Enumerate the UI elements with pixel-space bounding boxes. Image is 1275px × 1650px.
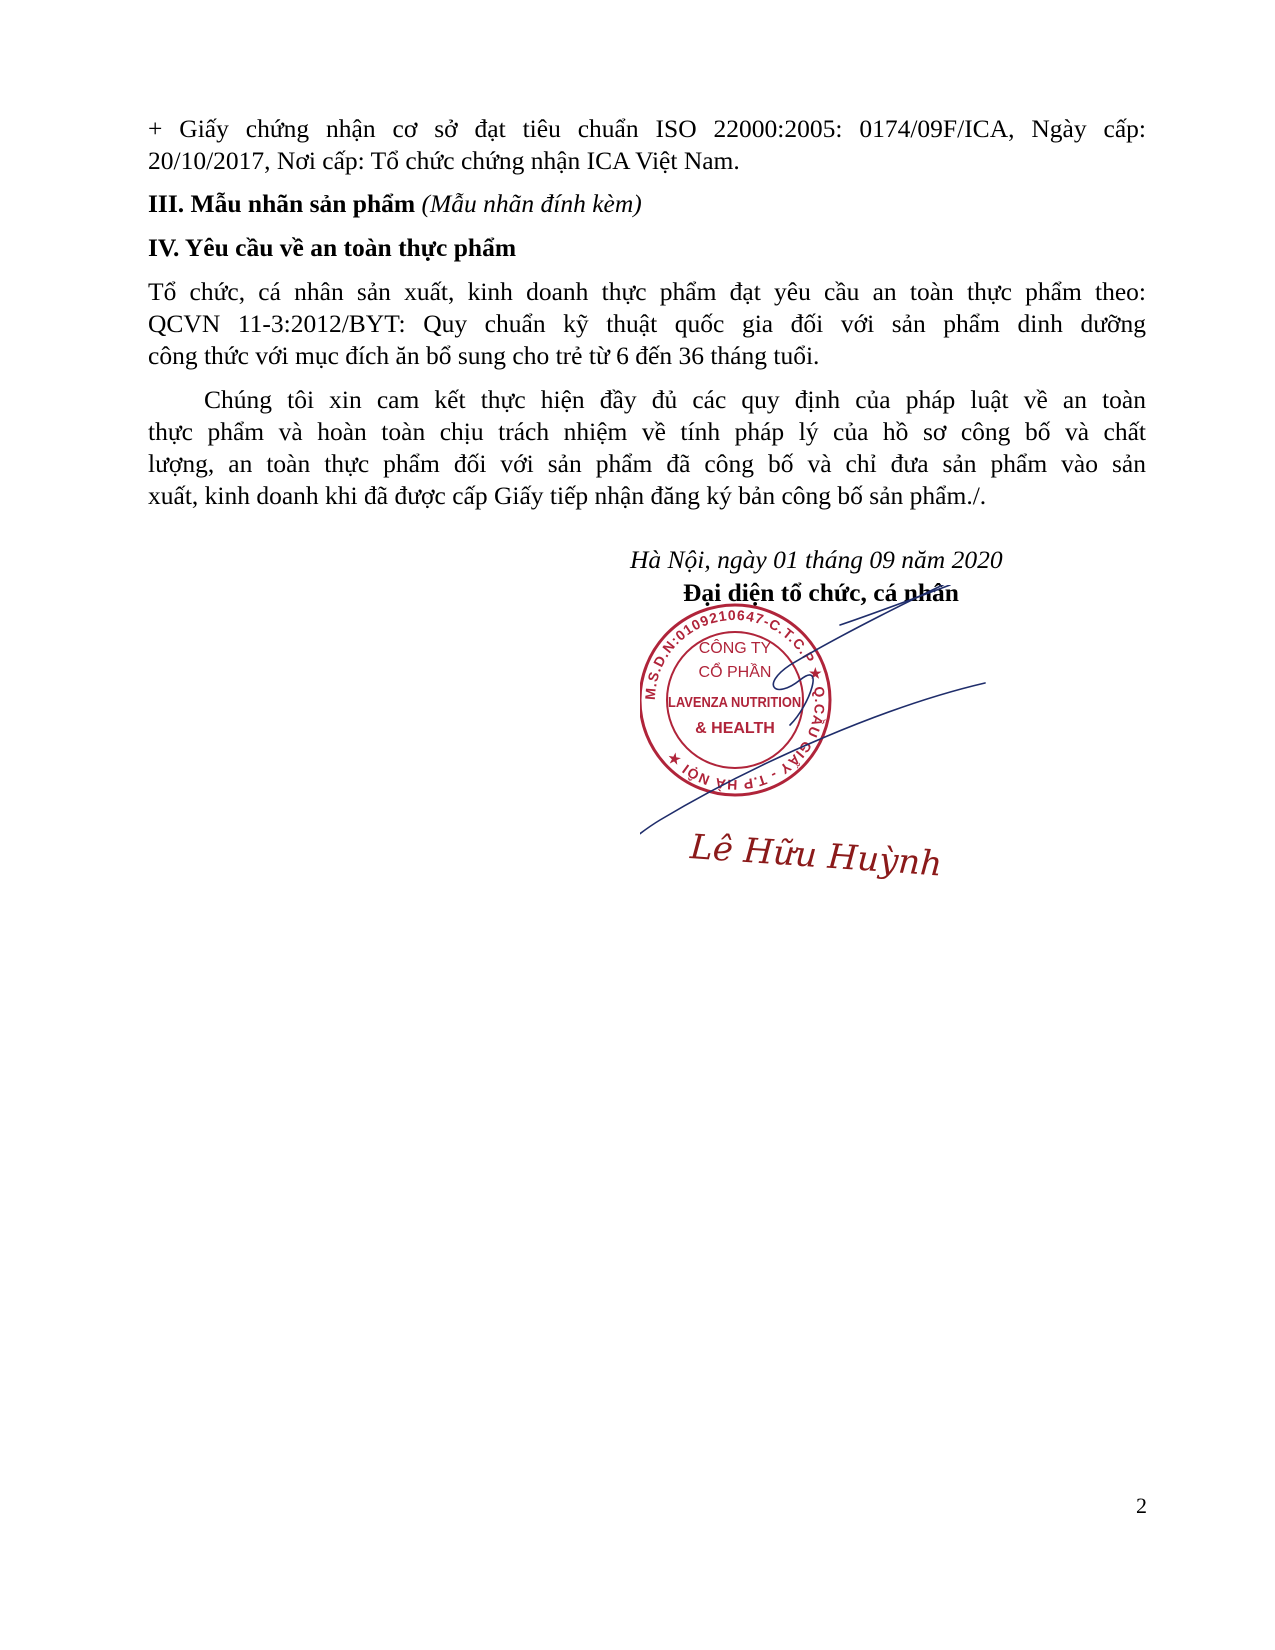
seal-line-2: CỔ PHẦN: [698, 664, 772, 681]
company-seal-and-signature: [640, 585, 1040, 915]
commitment-line-1: Chúng tôi xin cam kết thực hiện đầy đủ các quy định của pháp luật về an toàn: [204, 385, 1146, 414]
signature-stroke-3: [840, 585, 950, 625]
seal-ring-text: M.S.D.N:0109210647-C.T.C.P ★ Q.CẦU GIẤY - T.P HÀ NỘI ★: [641, 606, 829, 794]
section-4-line-3: công thức với mục đích ăn bổ sung cho trẻ từ 6 đến 36 tháng tuổi.: [148, 341, 820, 370]
section-3-note: (Mẫu nhãn đính kèm): [421, 189, 642, 218]
section-3-title: III. Mẫu nhãn sản phẩm: [148, 189, 416, 218]
commitment-line-2: thực phẩm và hoàn toàn chịu trách nhiệm về tính pháp lý của hồ sơ công bố và chất: [148, 417, 1146, 446]
cert-line-2: 20/10/2017, Nơi cấp: Tổ chức chứng nhận ICA Việt Nam.: [148, 146, 740, 175]
cert-line-1: + Giấy chứng nhận cơ sở đạt tiêu chuẩn ISO 22000:2005: 0174/09F/ICA, Ngày cấp:: [148, 114, 1146, 143]
company-seal: [640, 605, 830, 795]
seal-line-4: & HEALTH: [695, 720, 775, 737]
section-3-heading: [148, 188, 1146, 220]
commitment-line-3: lượng, an toàn thực phẩm đối với sản phẩm đã công bố và chỉ đưa sản phẩm vào sản: [148, 449, 1146, 478]
commitment-line-4: xuất, kinh doanh khi đã được cấp Giấy tiếp nhận đăng ký bản công bố sản phẩm./.: [148, 481, 987, 510]
seal-line-1: CÔNG TY: [698, 640, 772, 657]
section-4-line-2: QCVN 11-3:2012/BYT: Quy chuẩn kỹ thuật quốc gia đối với sản phẩm dinh dưỡng: [148, 309, 1146, 338]
signer-name: Lê Hữu Huỳnh: [688, 827, 944, 885]
section-4-line-1: Tổ chức, cá nhân sản xuất, kinh doanh thực phẩm đạt yêu cầu an toàn thực phẩm theo:: [148, 277, 1146, 306]
page-number: 2: [1136, 1493, 1147, 1518]
seal-line-3: LAVENZA NUTRITION: [668, 693, 802, 711]
section-4-heading: IV. Yêu cầu về an toàn thực phẩm: [148, 233, 517, 262]
representative-title: Đại diện tổ chức, cá nhân: [683, 578, 959, 607]
place-date: Hà Nội, ngày 01 tháng 09 năm 2020: [630, 545, 1003, 574]
